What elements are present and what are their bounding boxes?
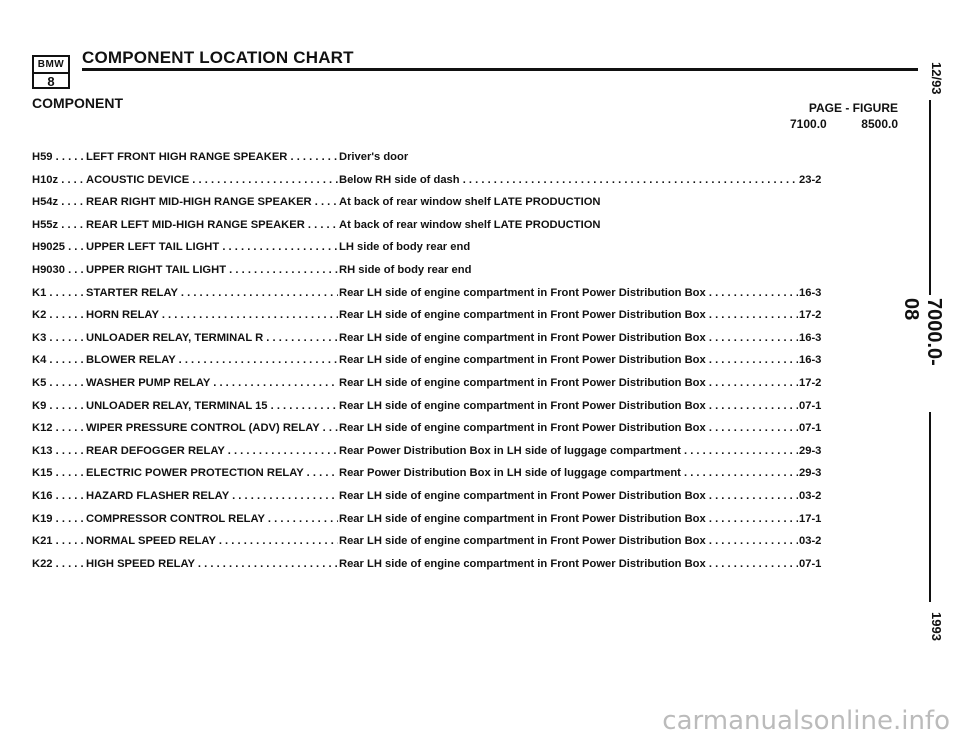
component-name: UNLOADER RELAY, TERMINAL 15 . . . — [86, 400, 338, 412]
component-location: Rear Power Distribution Box in LH side of luggage compartment . . . — [339, 445, 798, 457]
component-code: K21 . . . — [32, 535, 86, 547]
component-code: K9 . . . — [32, 400, 86, 412]
component-name: UPPER LEFT TAIL LIGHT . . . — [86, 241, 338, 253]
component-code: K3 . . . — [32, 332, 86, 344]
logo-series: 8 — [47, 74, 55, 89]
component-page: 17-2 — [799, 309, 822, 322]
component-page: 07-1 — [799, 557, 822, 570]
component-location: Rear LH side of engine compartment in Front Power Distribution Box . . . — [339, 422, 798, 434]
component-code: K1 . . . — [32, 287, 86, 299]
component-name: ELECTRIC POWER PROTECTION RELAY . . . — [86, 467, 338, 479]
component-location: Rear LH side of engine compartment in Front Power Distribution Box . . . — [339, 332, 798, 344]
component-code: K2 . . . — [32, 309, 86, 321]
component-location: Rear LH side of engine compartment in Front Power Distribution Box . . . — [339, 309, 798, 321]
margin-section: 7000.0-08 — [900, 298, 945, 366]
component-code: H9030 . . . — [32, 264, 86, 276]
component-code: K12 . . . — [32, 422, 86, 434]
component-location: Below RH side of dash . . . — [339, 174, 798, 186]
component-code: K22 . . . — [32, 558, 86, 570]
component-code: K4 . . . — [32, 354, 86, 366]
component-name: STARTER RELAY . . . — [86, 287, 338, 299]
component-page: 03-2 — [799, 535, 822, 548]
page-figure-numbers — [790, 117, 898, 131]
component-name: UNLOADER RELAY, TERMINAL R . . . — [86, 332, 338, 344]
component-location: RH side of body rear end — [339, 263, 472, 276]
component-location: Rear LH side of engine compartment in Front Power Distribution Box . . . — [339, 490, 798, 502]
component-page: 23-2 — [799, 173, 822, 186]
component-page: 29-3 — [799, 467, 822, 480]
component-name: LEFT FRONT HIGH RANGE SPEAKER . . . — [86, 151, 338, 163]
component-location: Rear LH side of engine compartment in Front Power Distribution Box . . . — [339, 535, 798, 547]
component-code: H54z . . . — [32, 196, 86, 208]
component-name: COMPRESSOR CONTROL RELAY . . . — [86, 513, 338, 525]
component-name: WIPER PRESSURE CONTROL (ADV) RELAY . . . — [86, 422, 338, 434]
component-name: REAR DEFOGGER RELAY . . . — [86, 445, 338, 457]
component-name: BLOWER RELAY . . . — [86, 354, 338, 366]
component-code: H59 . . . — [32, 151, 86, 163]
watermark: carmanualsonline.info — [662, 706, 950, 736]
component-location: At back of rear window shelf LATE PRODUCTION — [339, 196, 601, 209]
component-name: NORMAL SPEED RELAY . . . — [86, 535, 338, 547]
component-code: H9025 . . . — [32, 241, 86, 253]
component-name: UPPER RIGHT TAIL LIGHT . . . — [86, 264, 338, 276]
component-page: 17-2 — [799, 376, 822, 389]
component-name: REAR RIGHT MID-HIGH RANGE SPEAKER . . . — [86, 196, 338, 208]
component-code: K13 . . . — [32, 445, 86, 457]
component-location: At back of rear window shelf LATE PRODUCTION — [339, 218, 601, 231]
component-code: H55z . . . — [32, 219, 86, 231]
component-name: HIGH SPEED RELAY . . . — [86, 558, 338, 570]
component-code: K5 . . . — [32, 377, 86, 389]
title-rule — [82, 68, 918, 71]
bmw-logo — [32, 55, 70, 89]
component-code: K16 . . . — [32, 490, 86, 502]
page-figure-header: PAGE - FIGURE — [808, 101, 898, 115]
margin-rule-top — [929, 100, 931, 295]
component-name: ACOUSTIC DEVICE . . . — [86, 174, 338, 186]
component-code: K15 . . . — [32, 467, 86, 479]
component-code: K19 . . . — [32, 513, 86, 525]
component-location: Rear LH side of engine compartment in Front Power Distribution Box . . . — [339, 377, 798, 389]
component-page: 16-3 — [799, 354, 822, 367]
component-page: 29-3 — [799, 444, 822, 457]
component-location: Rear LH side of engine compartment in Front Power Distribution Box . . . — [339, 287, 798, 299]
figure-number: 8500.0 — [861, 117, 898, 131]
component-column-header: COMPONENT — [32, 95, 123, 111]
margin-date: 12/93 — [929, 62, 944, 95]
logo-brand: BMW — [34, 57, 68, 74]
component-location: Rear LH side of engine compartment in Front Power Distribution Box . . . — [339, 558, 798, 570]
component-location: LH side of body rear end — [339, 241, 471, 254]
component-location: Rear LH side of engine compartment in Front Power Distribution Box . . . — [339, 400, 798, 412]
component-location: Rear LH side of engine compartment in Front Power Distribution Box . . . — [339, 513, 798, 525]
component-name: HAZARD FLASHER RELAY . . . — [86, 490, 338, 502]
component-page: 16-3 — [799, 286, 822, 299]
component-page: 07-1 — [799, 422, 822, 435]
page-number: 7100.0 — [790, 117, 827, 131]
component-name: WASHER PUMP RELAY . . . — [86, 377, 338, 389]
component-code: H10z . . . — [32, 174, 86, 186]
margin-year: 1993 — [929, 612, 944, 641]
component-name: HORN RELAY . . . — [86, 309, 338, 321]
component-page: 16-3 — [799, 331, 822, 344]
component-page: 07-1 — [799, 399, 822, 412]
component-location: Rear Power Distribution Box in LH side of luggage compartment . . . — [339, 467, 798, 479]
page-title: COMPONENT LOCATION CHART — [82, 48, 354, 67]
component-name: REAR LEFT MID-HIGH RANGE SPEAKER . . . — [86, 219, 338, 231]
component-location: Driver's door — [339, 151, 409, 163]
component-page: 17-1 — [799, 512, 822, 525]
component-location: Rear LH side of engine compartment in Front Power Distribution Box . . . — [339, 354, 798, 366]
component-page: 03-2 — [799, 489, 822, 502]
margin-rule-bottom — [929, 412, 931, 602]
